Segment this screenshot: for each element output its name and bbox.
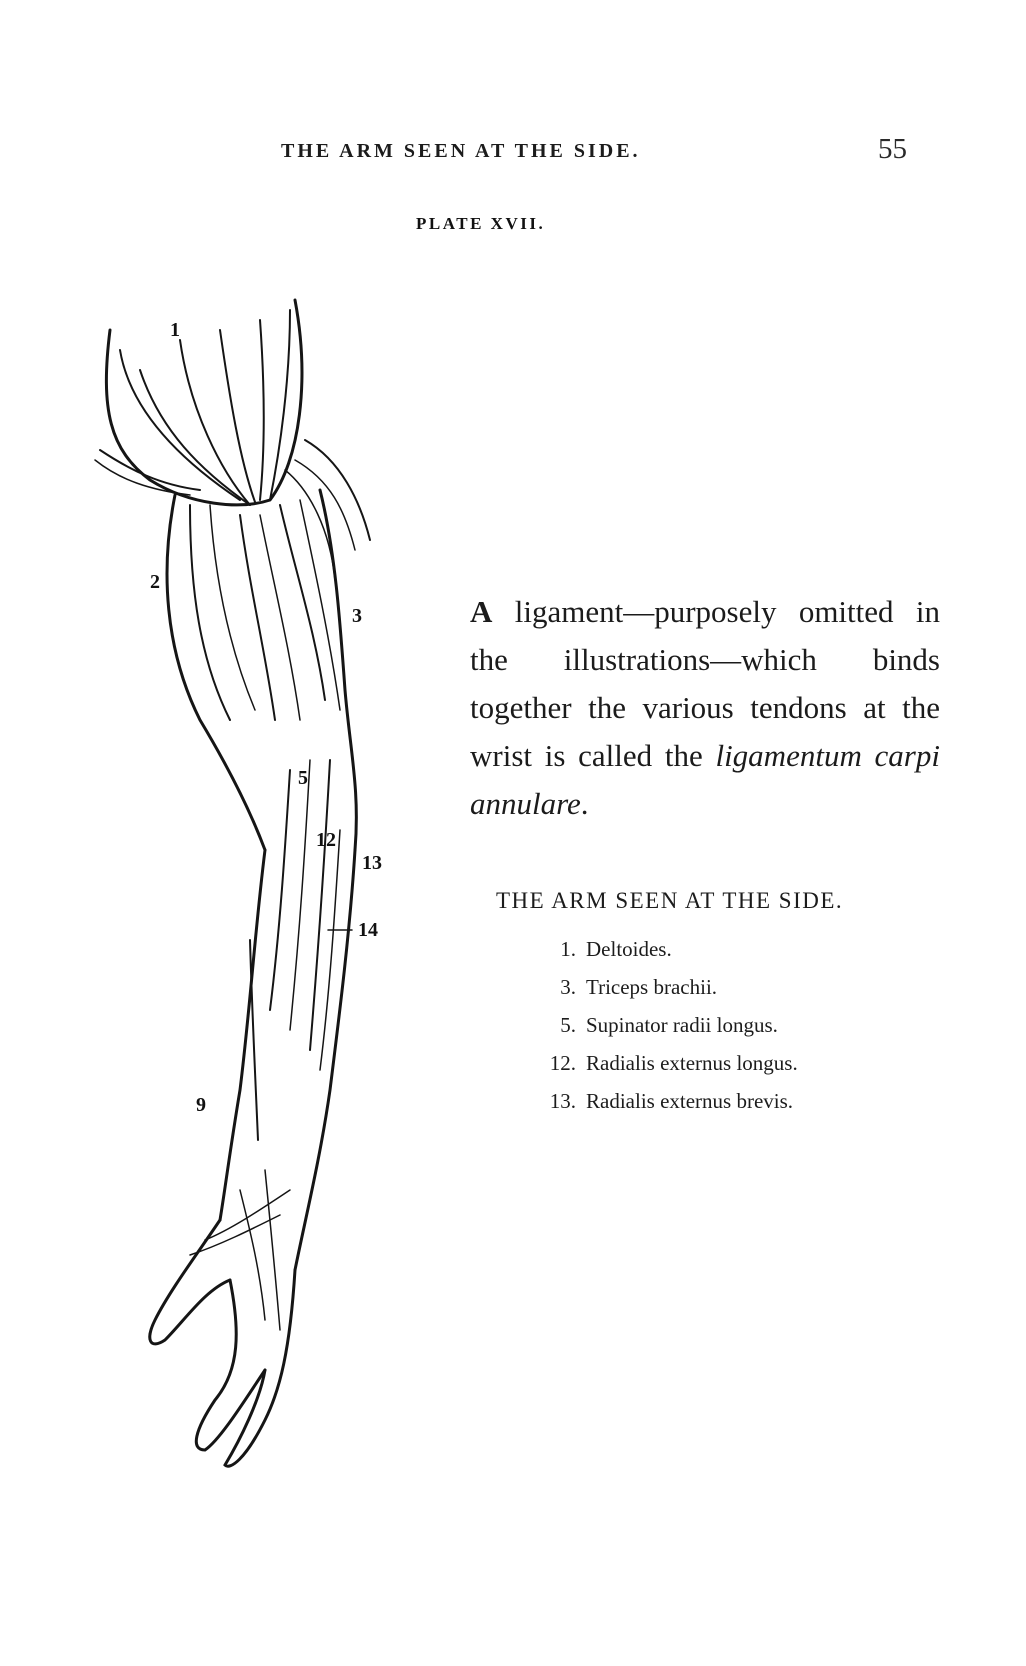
legend-item [536,968,843,1006]
legend-list [536,930,843,1120]
figure-label-2: 2 [150,571,160,593]
legend-item-number: 5. [560,1013,576,1037]
legend-item-name: Radialis externus longus. [586,1051,798,1075]
muscle-legend [496,888,843,1120]
legend-item-name: Radialis externus brevis. [586,1089,794,1113]
legend-title: THE ARM SEEN AT THE SIDE. [496,888,844,913]
legend-item-name: Triceps brachii. [586,975,718,999]
figure-label-13: 13 [362,852,382,874]
figure-label-9: 9 [196,1094,206,1116]
legend-item [536,1044,843,1082]
legend-item-name: Deltoides. [586,937,672,961]
description-dropcap: A [470,594,493,629]
legend-item [536,930,843,968]
legend-item-number: 13. [549,1089,576,1113]
figure-label-3: 3 [352,605,362,627]
figure-label-12: 12 [316,829,336,851]
page-number: 55 [878,133,907,165]
running-head: THE ARM SEEN AT THE SIDE. [281,140,641,162]
description-end: . [580,786,589,821]
legend-item-name: Supinator radii longus. [586,1013,778,1037]
plate-title: PLATE XVII. [416,214,546,233]
legend-item [536,1082,843,1120]
legend-item-number: 12. [549,1051,576,1075]
arm-illustration [90,290,430,1470]
legend-item-number: 1. [560,937,576,961]
legend-item-number: 3. [560,975,576,999]
figure-label-1: 1 [170,319,180,341]
legend-item [536,1006,843,1044]
figure-label-14: 14 [358,919,378,941]
description-text: ligament—purposely omitted in the illustrations—which binds together the various tendons at the wrist is called the [470,594,940,773]
description-latin-term: ligamentum carpi annulare [470,738,940,821]
description-paragraph [470,588,940,828]
arm-muscle-drawing [90,290,430,1470]
figure-label-5: 5 [298,767,308,789]
